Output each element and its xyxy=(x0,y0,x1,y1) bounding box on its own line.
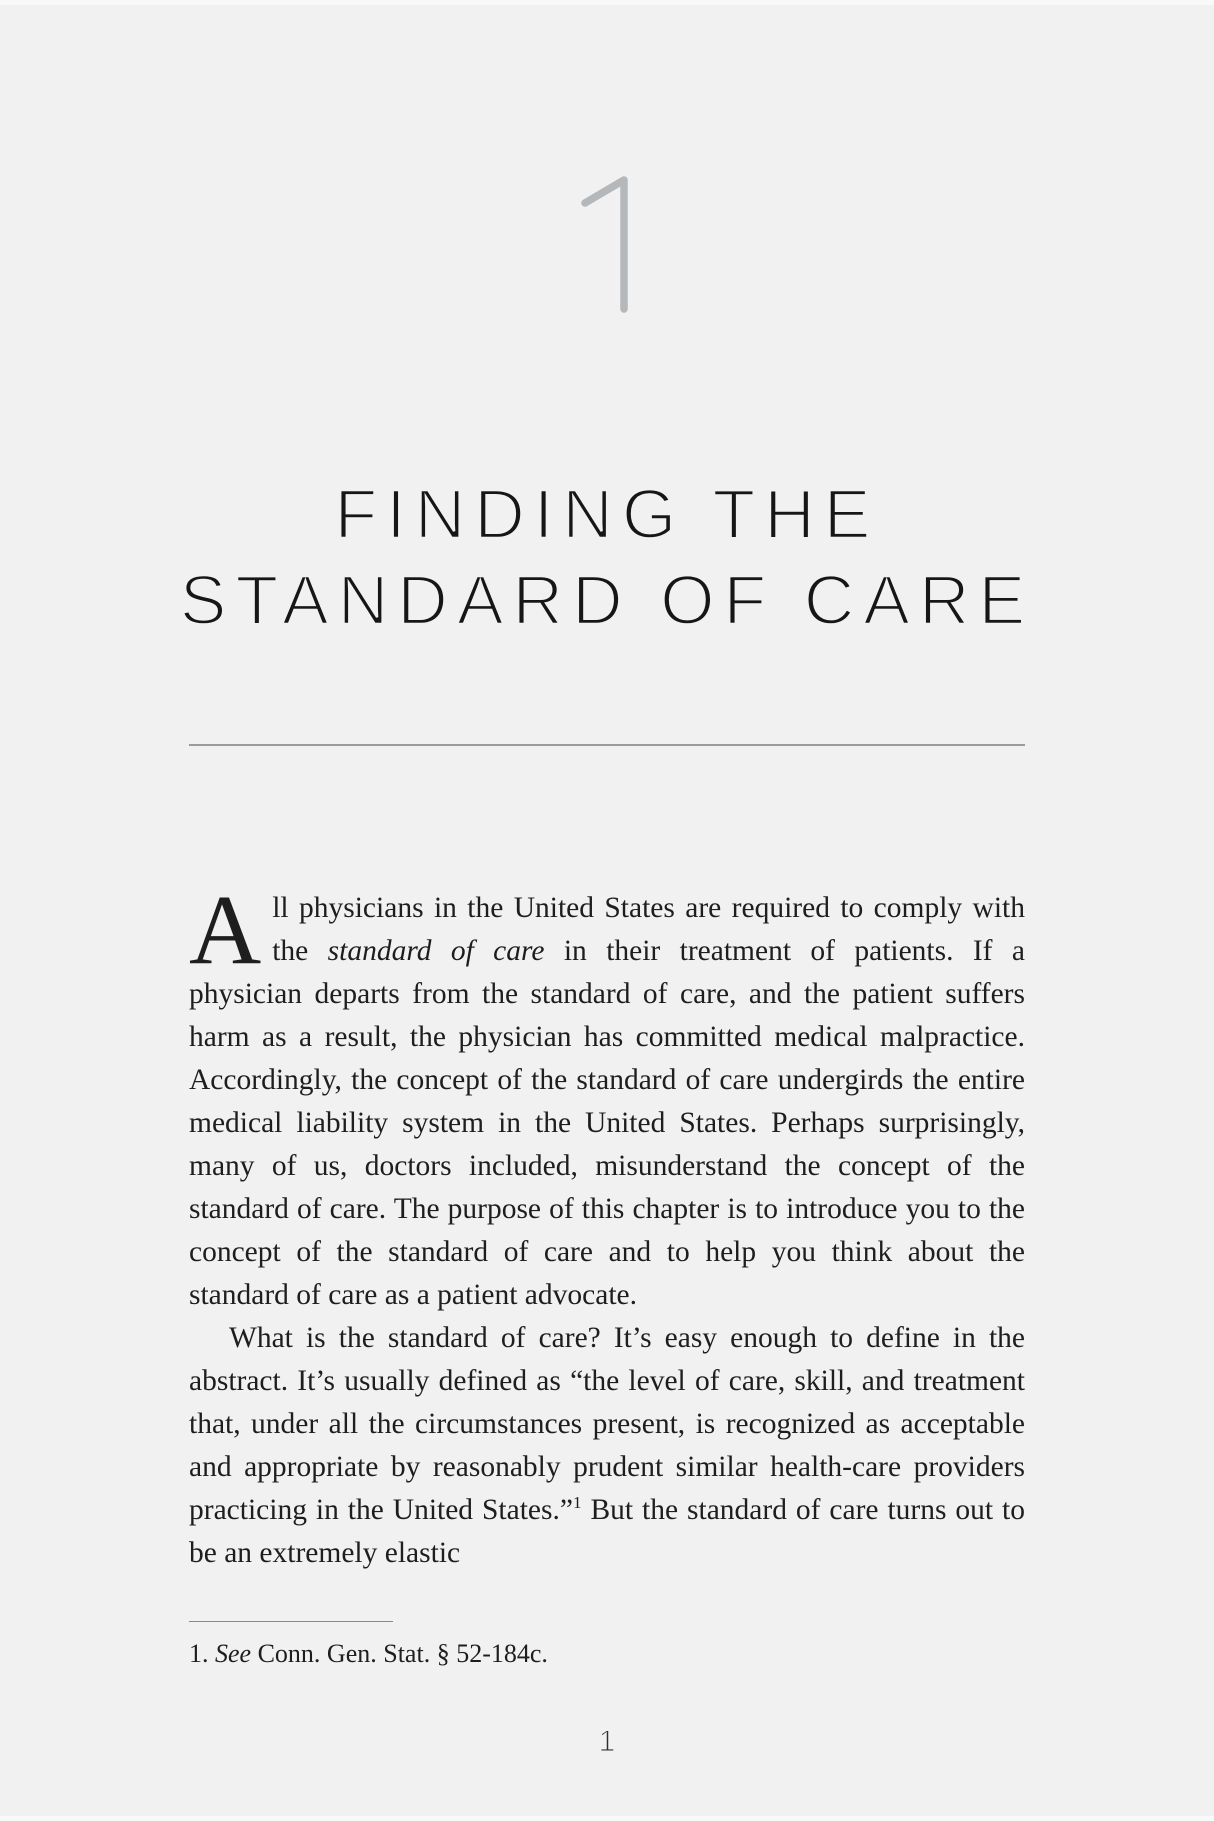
page-number: 1 xyxy=(598,1725,616,1758)
title-divider xyxy=(189,744,1025,746)
chapter-title-line-1: FINDING THE xyxy=(334,475,880,553)
drop-cap: A xyxy=(189,874,262,985)
footnote-reference: 1 xyxy=(572,1493,582,1513)
text-run: in their treatment of patients. If a physician departs from the standard of care, and the patient suffers harm as a result, the physician has committed medical malpractice. Accordingly, the concept of the standard of care undergirds the entire medical liability system in the United States. Perhaps surprisingly, many of us, doctors included, misunderstand the concept of the standard of care. The purpose of this chapter is to introduce you to the concept of the standard of care and to help you think about the standard of care as a patient advocate. xyxy=(189,935,1025,1311)
italic-text: See xyxy=(215,1639,252,1668)
chapter-title xyxy=(0,471,1214,643)
page-content xyxy=(189,874,1026,1759)
text-run: 1. xyxy=(189,1639,215,1668)
chapter-number xyxy=(0,0,1214,321)
text-run: Conn. Gen. Stat. § 52-184c. xyxy=(251,1639,548,1668)
paragraph xyxy=(189,874,1025,1317)
chapter-numeral-glyph xyxy=(578,170,636,316)
body-text xyxy=(189,874,1026,1575)
chapter-title-line-2: STANDARD OF CARE xyxy=(179,561,1035,639)
footnote xyxy=(189,1621,1025,1671)
footnote-text xyxy=(189,1637,1025,1671)
text-run: But the standard of care turns out to be an extremely elastic xyxy=(189,1494,1026,1569)
italic-text: standard of care xyxy=(327,935,545,967)
text-run: ll physicians in the United States are required to comply with the xyxy=(272,892,1025,967)
text-run: What is the standard of care? It’s easy enough to define in the abstract. It’s usually defined as “the level of care, skill, and treatment that, under all the circumstances present, is recognized as acceptable and appropriate by reasonably prudent similar health-care providers practicing in the United States.” xyxy=(189,1322,1025,1526)
footnote-divider xyxy=(189,1621,393,1622)
paragraph xyxy=(189,1317,1025,1575)
